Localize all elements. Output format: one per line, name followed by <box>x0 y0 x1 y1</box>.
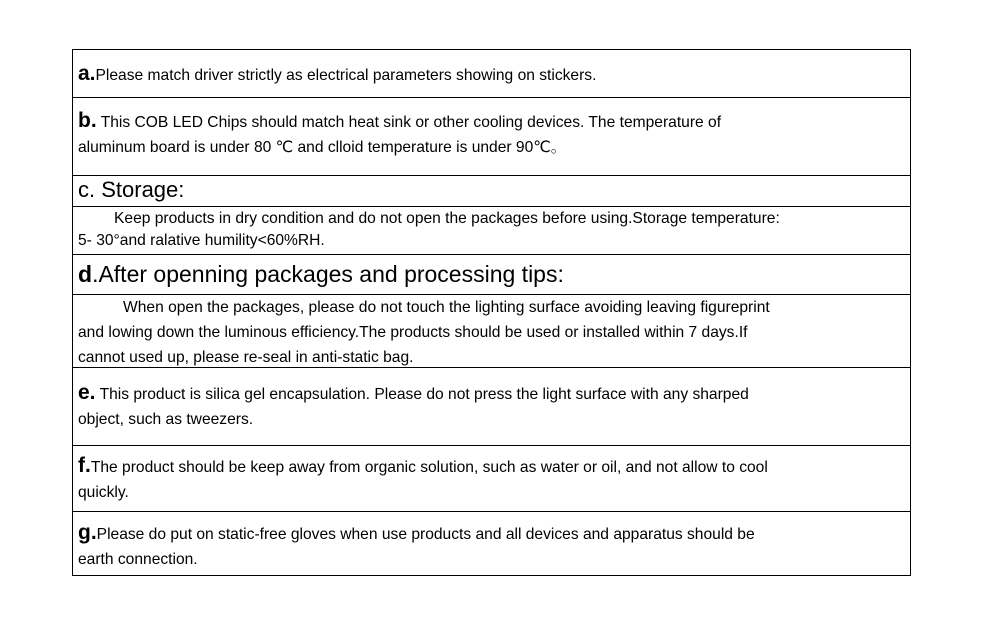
note-row-f <box>73 446 910 512</box>
notice-table <box>72 49 911 576</box>
note-row-d-body <box>73 295 910 368</box>
note-b-text-1: This COB LED Chips should match heat sink or other cooling devices. The temperature of <box>96 114 722 131</box>
note-d-text-3: cannot used up, please re-seal in anti-static bag. <box>78 349 414 366</box>
note-f-text-2: quickly. <box>78 484 129 501</box>
note-f-text-1: The product should be keep away from organic solution, such as water or oil, and not allow to cool <box>90 459 768 476</box>
note-e-marker: e. <box>78 381 96 404</box>
note-d-heading-line <box>78 255 902 288</box>
note-e-line1 <box>78 368 902 407</box>
note-row-b <box>73 98 910 176</box>
note-row-c-body <box>73 207 910 255</box>
note-a-text: Please match driver strictly as electrical parameters showing on stickers. <box>95 67 597 84</box>
note-row-c-heading <box>73 176 910 207</box>
note-c-heading: c. Storage: <box>78 177 185 202</box>
note-a-marker: a. <box>78 62 96 85</box>
note-c-text-1: Keep products in dry condition and do not open the packages before using.Storage temperature: <box>114 210 780 227</box>
note-g-text-2: earth connection. <box>78 551 198 568</box>
note-e-text-2: object, such as tweezers. <box>78 411 254 428</box>
note-c-text-2: 5- 30°and ralative humility<60%RH. <box>78 232 325 249</box>
note-row-g <box>73 512 910 575</box>
note-g-line1 <box>78 512 902 547</box>
note-row-e <box>73 368 910 446</box>
note-f-marker: f. <box>78 454 91 477</box>
note-b-line1 <box>78 98 902 135</box>
note-row-a <box>73 50 910 98</box>
note-d-text-2: and lowing down the luminous efficiency.The products should be used or installed within 7 days.If <box>78 324 748 341</box>
note-e-text-1: This product is silica gel encapsulation. Please do not press the light surface with any sharped <box>95 386 749 403</box>
note-a-line <box>78 50 902 88</box>
note-d-marker: d <box>78 261 93 287</box>
note-f-line1 <box>78 446 902 480</box>
note-b-marker: b. <box>78 109 97 132</box>
note-d-text-1: When open the packages, please do not touch the lighting surface avoiding leaving figureprint <box>123 299 770 316</box>
note-b-text-2: aluminum board is under 80 ℃ and clloid temperature is under 90℃。 <box>78 139 567 156</box>
note-row-d-heading <box>73 255 910 295</box>
note-g-text-1: Please do put on static-free gloves when use products and all devices and apparatus should be <box>96 526 755 543</box>
note-d-heading: .After openning packages and processing tips: <box>92 261 564 287</box>
note-g-marker: g. <box>78 521 97 544</box>
